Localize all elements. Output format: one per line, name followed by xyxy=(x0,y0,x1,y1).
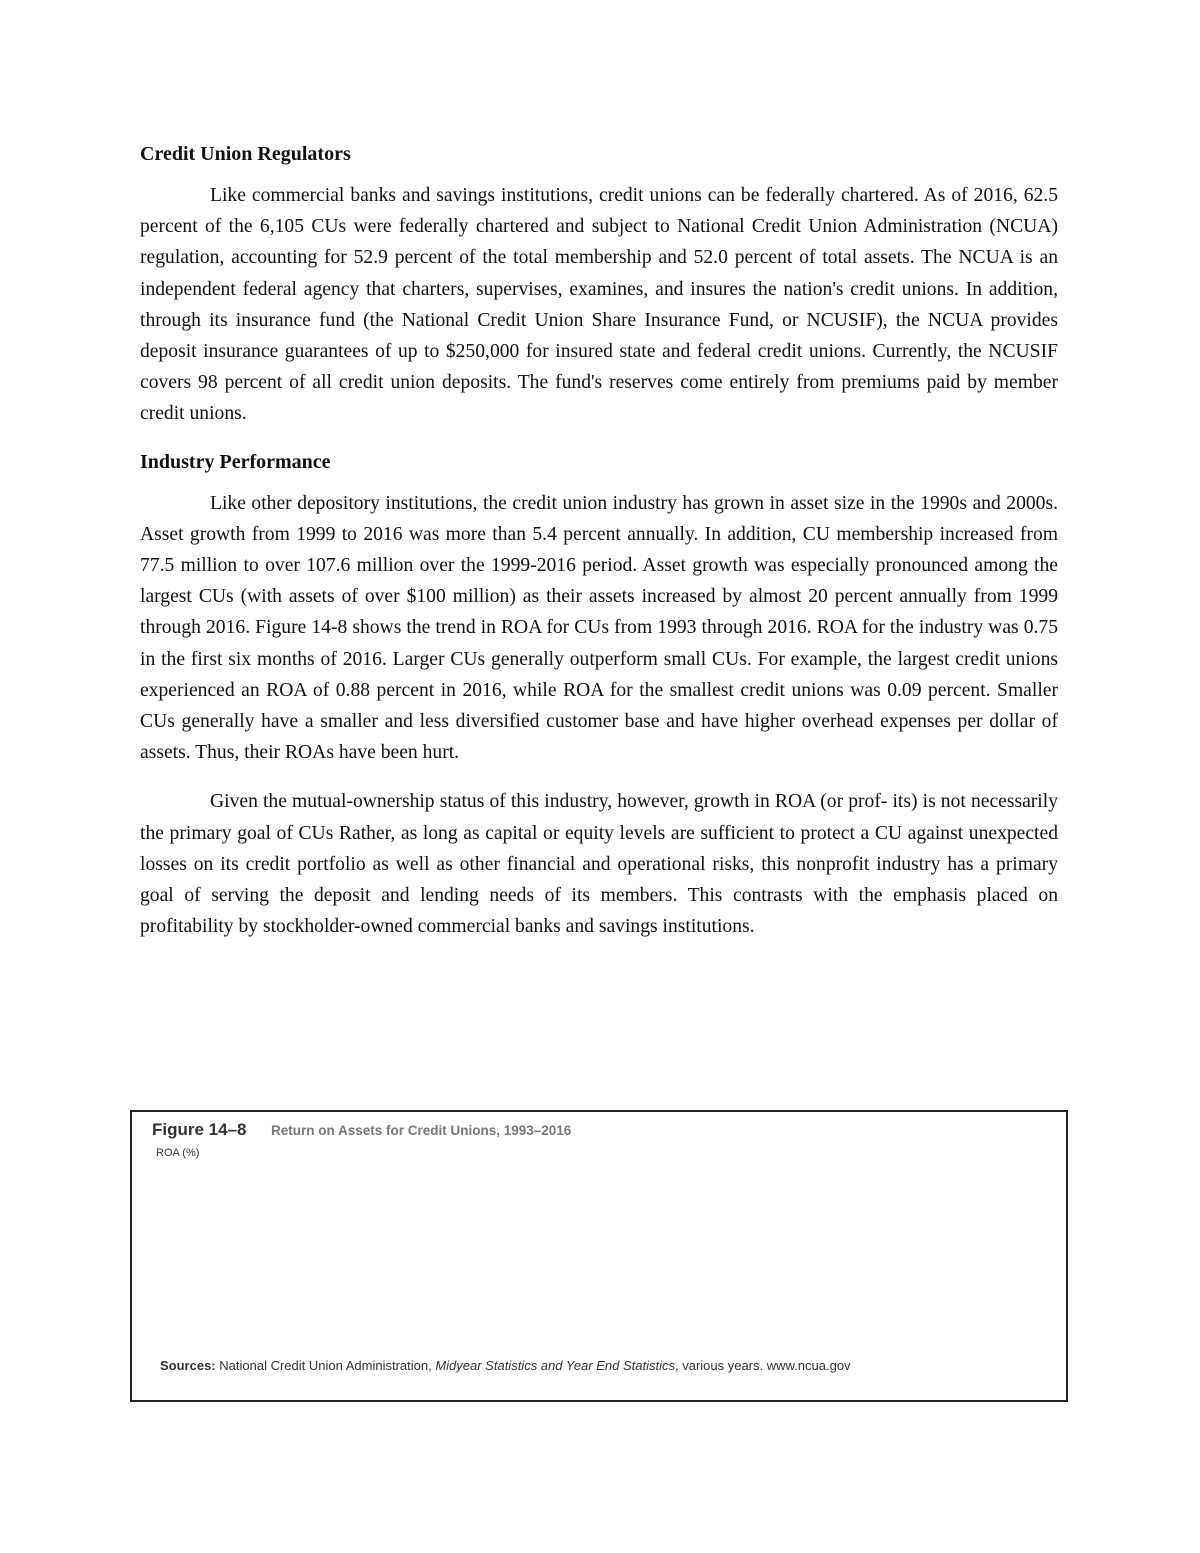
sources-text-2: , various years. www.ncua.gov xyxy=(674,1358,851,1373)
sources-italic: Midyear Statistics and Year End Statistics xyxy=(435,1358,675,1373)
sources-label: Sources: xyxy=(160,1358,216,1373)
section-heading-industry-performance: Industry Performance xyxy=(140,450,331,473)
figure-number: Figure 14–8 xyxy=(152,1120,247,1139)
paragraph-performance-2: Given the mutual-ownership status of this industry, however, growth in ROA (or prof- its) is not necessarily the primary goal of CUs Rather, as long as capital or equity levels are sufficient to protect a CU against unexpected losses on its credit portfolio as well as other financial and operational risks, this nonprofit industry has a primary goal of serving the deposit and lending needs of its members. This contrasts with the emphasis placed on profitability by stockholder-owned commercial banks and savings institutions. xyxy=(140,791,1058,938)
y-axis-label: ROA (%) xyxy=(156,1147,200,1159)
roa-bar-chart xyxy=(132,1112,1066,1400)
paragraph-regulators: Like commercial banks and savings institutions, credit unions can be federally chartered. As of 2016, 62.5 percent of the 6,105 CUs were federally chartered and subject to National Credit Union Administration (NCUA) regulation, accounting for 52.9 percent of the total membership and 52.0 percent of total assets. The NCUA is an independent federal agency that charters, supervises, examines, and insures the nation's credit unions. In addition, through its insurance fund (the National Credit Union Share Insurance Fund, or NCUSIF), the NCUA provides deposit insurance guarantees of up to $250,000 for insured state and federal credit unions. Currently, the NCUSIF covers 98 percent of all credit union deposits. The fund's reserves come entirely from premiums paid by member credit unions. xyxy=(140,185,1058,425)
figure-14-8 xyxy=(130,1110,1068,1402)
sources-text-1: National Credit Union Administration, xyxy=(219,1358,432,1373)
figure-caption: Return on Assets for Credit Unions, 1993–2016 xyxy=(270,1123,572,1138)
section-heading-credit-union-regulators: Credit Union Regulators xyxy=(140,143,351,165)
figure-sources xyxy=(160,1358,851,1373)
document-page xyxy=(140,140,1058,960)
paragraph-performance-1: Like other depository institutions, the credit union industry has grown in asset size in the 1990s and 2000s. Asset growth from 1999 to 2016 was more than 5.4 percent annually. In addition, CU membership increased from 77.5 million to over 107.6 million over the 1999-2016 period. Asset growth was especially pronounced among the largest CUs (with assets of over $100 million) as their assets increased by almost 20 percent annually from 1999 through 2016. Figure 14-8 shows the trend in ROA for CUs from 1993 through 2016. ROA for the industry was 0.75 in the first six months of 2016. Larger CUs generally outperform small CUs. For example, the largest credit unions experienced an ROA of 0.88 percent in 2016, while ROA for the smallest credit unions was 0.09 percent. Smaller CUs generally have a smaller and less diversified customer base and have higher overhead expenses per dollar of assets. Thus, their ROAs have been hurt. xyxy=(140,492,1058,764)
